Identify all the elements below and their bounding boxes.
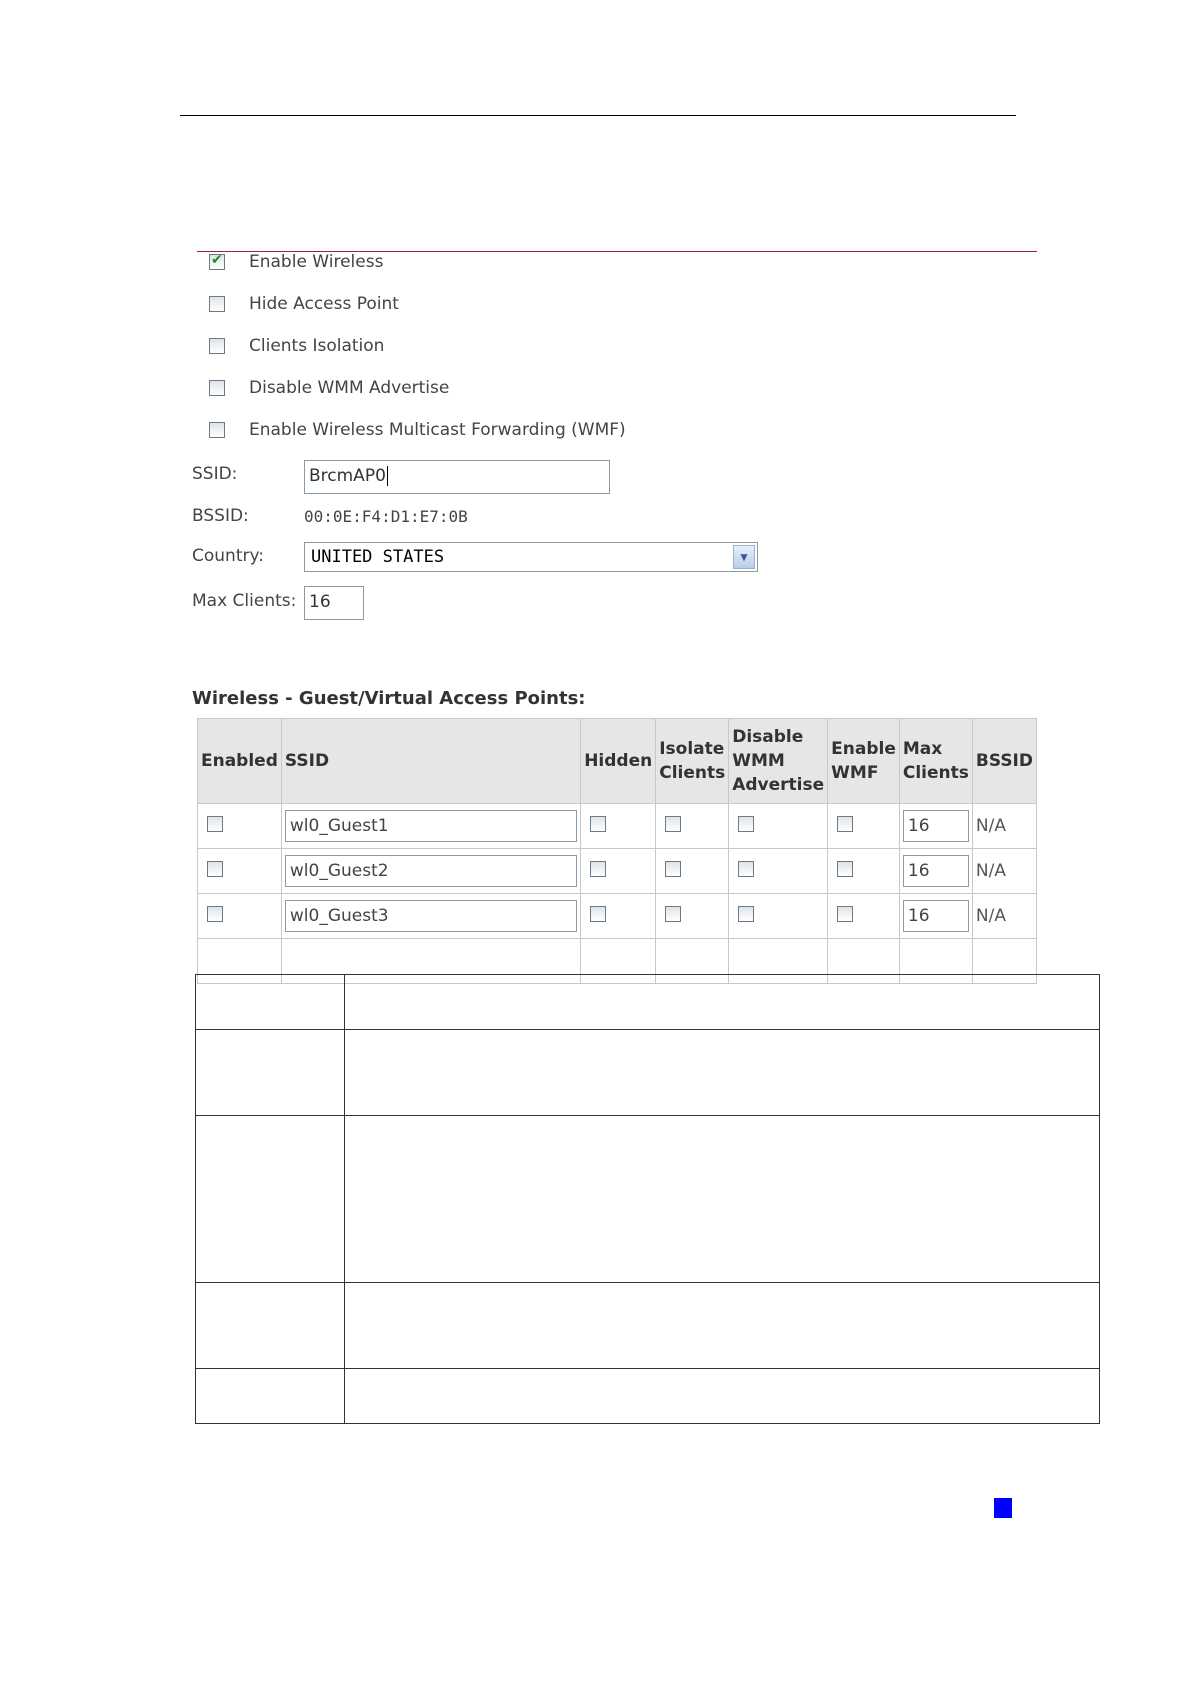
page-marker [994,1498,1012,1518]
option-enable-wireless[interactable] [197,248,383,276]
hide-access-point-label: Hide Access Point [249,294,399,314]
guest2-isolate-checkbox[interactable] [665,861,681,877]
country-select[interactable] [304,542,758,572]
wireless-basic-panel [192,248,1037,943]
chevron-down-icon[interactable]: ▼ [733,545,755,569]
enable-wmf-label: Enable Wireless Multicast Forwarding (WMF) [249,420,626,440]
guest3-bssid: N/A [972,894,1036,939]
guest1-isolate-checkbox[interactable] [665,816,681,832]
guest3-ssid-input[interactable]: wl0_Guest3 [285,900,577,932]
guest1-ssid-input[interactable]: wl0_Guest1 [285,810,577,842]
guest-ap-table [197,718,1037,984]
guest2-bssid: N/A [972,849,1036,894]
desc-row [196,1369,1100,1424]
guest1-max-clients-input[interactable]: 16 [903,810,969,842]
desc-row [196,1283,1100,1369]
guest2-hidden-checkbox[interactable] [590,861,606,877]
option-enable-wmf[interactable] [197,416,626,444]
clients-isolation-label: Clients Isolation [249,336,385,356]
guest1-bssid: N/A [972,804,1036,849]
option-clients-isolation[interactable] [197,332,384,360]
max-clients-value: 16 [309,592,331,612]
col-ssid: SSID [281,719,580,804]
guest3-disable-wmm-checkbox[interactable] [738,906,754,922]
header-rule [180,115,1016,116]
guest1-hidden-checkbox[interactable] [590,816,606,832]
option-disable-wmm-advertise[interactable] [197,374,449,402]
col-max-clients: Max Clients [899,719,972,804]
guest2-enabled-checkbox[interactable] [207,861,223,877]
guest3-enabled-checkbox[interactable] [207,906,223,922]
col-hidden: Hidden [581,719,656,804]
guest2-ssid-input[interactable]: wl0_Guest2 [285,855,577,887]
desc-row [196,1116,1100,1283]
ssid-input[interactable] [304,460,610,494]
guest3-enable-wmf-checkbox[interactable] [837,906,853,922]
guest3-max-clients-input[interactable]: 16 [903,900,969,932]
enable-wireless-label: Enable Wireless [249,252,384,272]
description-table [195,974,1100,1424]
text-caret [387,466,388,486]
guest3-hidden-checkbox[interactable] [590,906,606,922]
col-enable-wmf: Enable WMF [828,719,900,804]
desc-row [196,1030,1100,1116]
table-row [198,804,1037,849]
guest1-disable-wmm-checkbox[interactable] [738,816,754,832]
enable-wmf-checkbox[interactable] [209,422,225,438]
guest-ap-title: Wireless - Guest/Virtual Access Points: [192,688,586,709]
ssid-value: BrcmAP0 [309,466,386,486]
guest3-isolate-checkbox[interactable] [665,906,681,922]
hide-access-point-checkbox[interactable] [209,296,225,312]
guest1-enabled-checkbox[interactable] [207,816,223,832]
table-row [198,894,1037,939]
guest2-enable-wmf-checkbox[interactable] [837,861,853,877]
max-clients-label: Max Clients: [192,591,297,611]
guest2-disable-wmm-checkbox[interactable] [738,861,754,877]
bssid-value: 00:0E:F4:D1:E7:0B [304,507,468,526]
col-disable-wmm: Disable WMM Advertise [729,719,828,804]
disable-wmm-advertise-label: Disable WMM Advertise [249,378,450,398]
guest-header-row [198,719,1037,804]
option-hide-access-point[interactable] [197,290,399,318]
bssid-label: BSSID: [192,506,249,526]
col-bssid: BSSID [972,719,1036,804]
enable-wireless-checkbox[interactable] [209,254,225,270]
ssid-label: SSID: [192,464,238,484]
country-value: UNITED STATES [311,547,445,567]
desc-row [196,975,1100,1030]
max-clients-input[interactable] [304,586,364,620]
table-row [198,849,1037,894]
clients-isolation-checkbox[interactable] [209,338,225,354]
guest2-max-clients-input[interactable]: 16 [903,855,969,887]
col-enabled: Enabled [198,719,282,804]
col-isolate-clients: Isolate Clients [656,719,729,804]
disable-wmm-advertise-checkbox[interactable] [209,380,225,396]
guest1-enable-wmf-checkbox[interactable] [837,816,853,832]
country-label: Country: [192,546,265,566]
